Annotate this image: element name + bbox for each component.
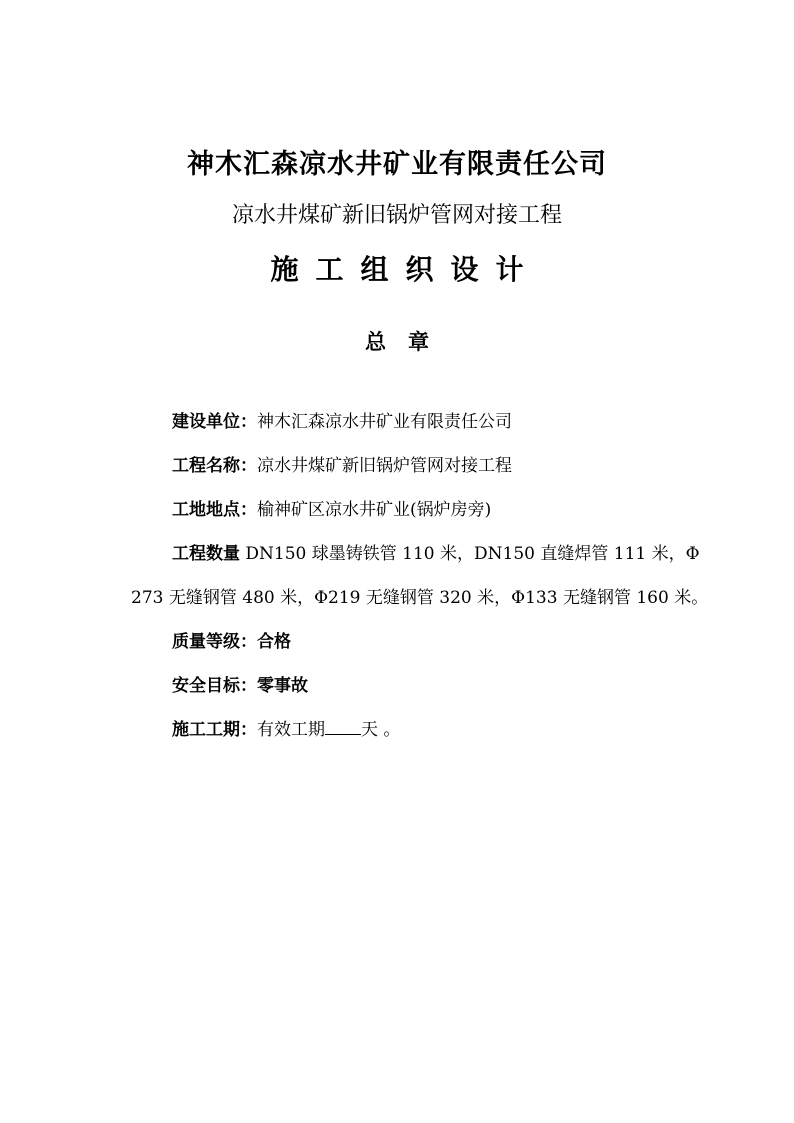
document-title: 施工组织设计 <box>270 253 541 286</box>
project-info <box>131 404 711 756</box>
site-value: 榆神矿区凉水井矿业(锅炉房旁) <box>257 500 492 520</box>
quantity-value-line2: 273 无缝钢管 480 米，Φ219 无缝钢管 320 米，Φ133 无缝钢管 160 米。 <box>131 588 709 608</box>
project-name-label: 工程名称： <box>172 456 257 476</box>
project-name-value: 凉水井煤矿新旧锅炉管网对接工程 <box>257 456 512 476</box>
quantity-continuation-row <box>131 580 711 624</box>
period-row <box>131 712 711 756</box>
safety-row <box>131 668 711 712</box>
company-title: 神木汇森凉水井矿业有限责任公司 <box>187 149 607 180</box>
safety-label: 安全目标： <box>172 676 257 696</box>
builder-label: 建设单位： <box>172 412 257 432</box>
quality-label: 质量等级： <box>172 632 257 652</box>
chapter-title: 总章 <box>365 329 451 354</box>
project-title: 凉水井煤矿新旧锅炉管网对接工程 <box>231 203 562 228</box>
period-suffix: 天 。 <box>361 720 401 740</box>
builder-row <box>131 404 711 448</box>
site-row <box>131 492 711 536</box>
project-name-row <box>131 448 711 492</box>
quantity-row <box>131 536 711 580</box>
site-label: 工地地点： <box>172 500 257 520</box>
quality-row <box>131 624 711 668</box>
safety-value: 零事故 <box>257 676 308 696</box>
quality-value: 合格 <box>257 632 291 652</box>
period-prefix: 有效工期 <box>257 720 325 740</box>
quantity-label: 工程数量 <box>172 544 240 564</box>
period-blank-field <box>325 716 361 735</box>
quantity-value-line1: DN150 球墨铸铁管 110 米，DN150 直缝焊管 111 米，Φ <box>245 544 700 564</box>
builder-value: 神木汇森凉水井矿业有限责任公司 <box>257 412 512 432</box>
period-label: 施工工期： <box>172 720 257 740</box>
